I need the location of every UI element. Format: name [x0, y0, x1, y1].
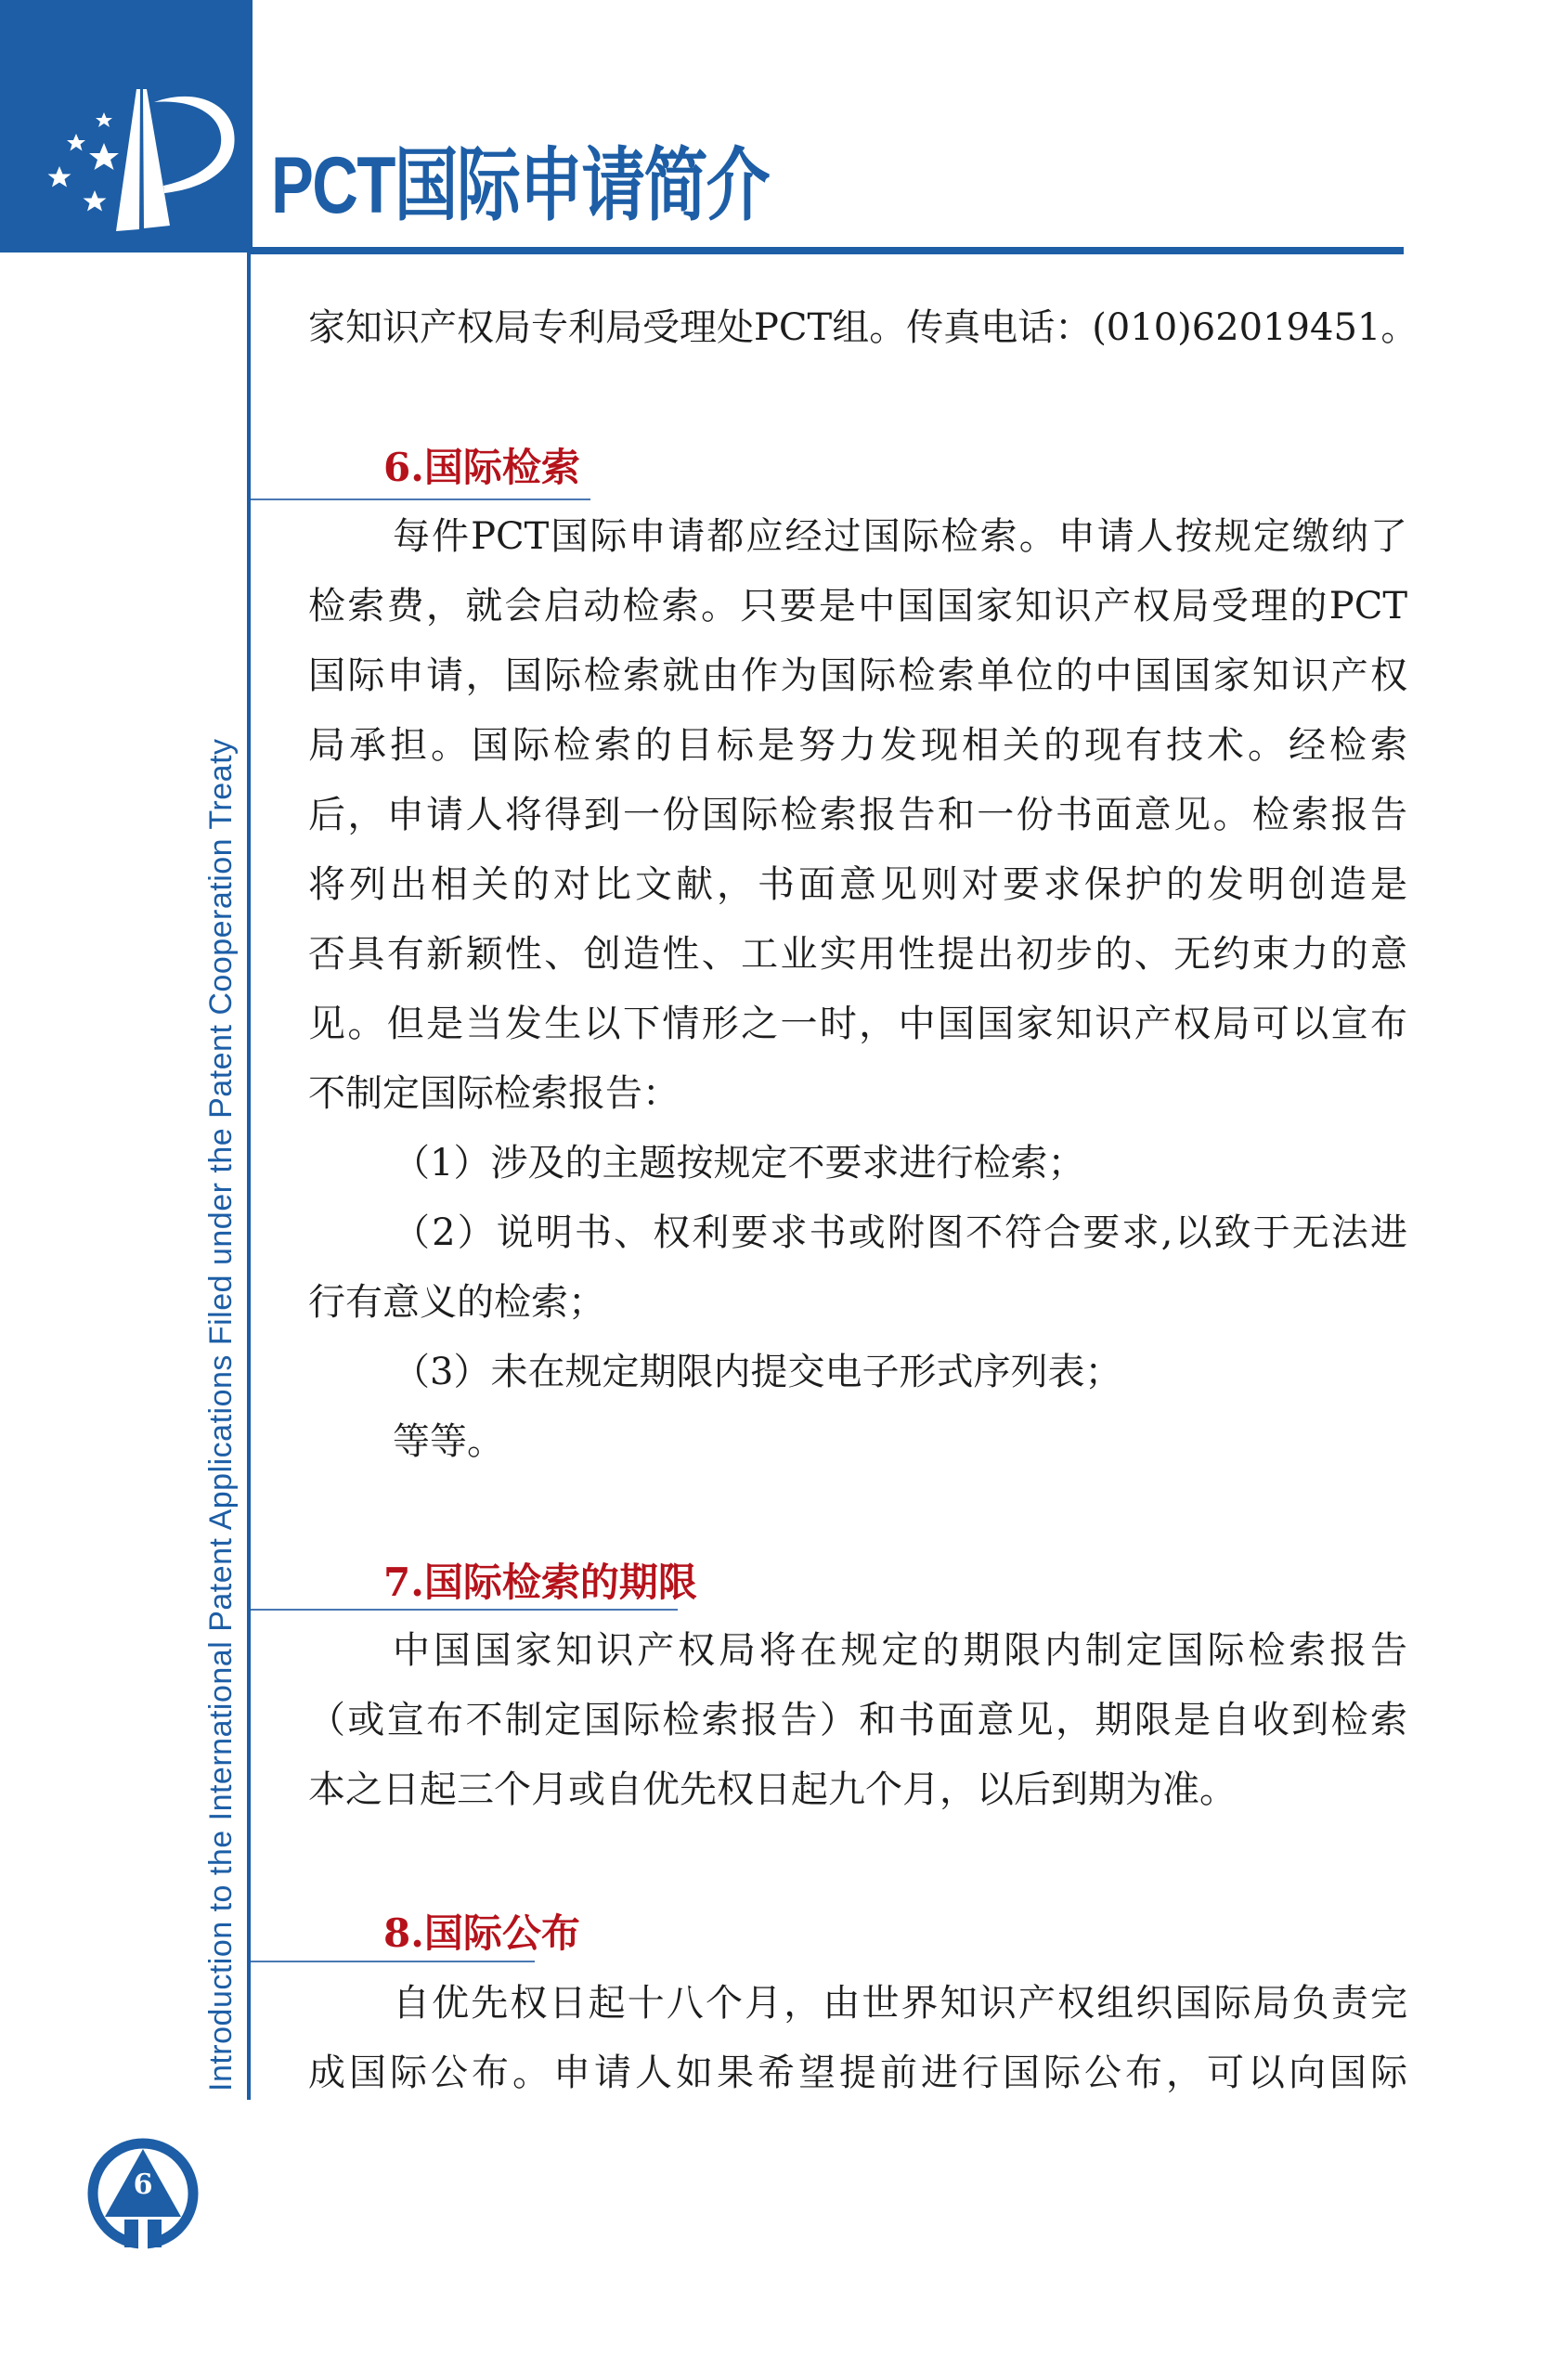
paragraph-line: 见。但是当发生以下情形之一时，中国国家知识产权局可以宣布	[308, 1003, 1407, 1045]
section-heading-rule	[251, 498, 590, 500]
side-rule	[247, 252, 251, 2100]
paragraph-line: 国际申请，国际检索就由作为国际检索单位的中国国家知识产权	[308, 654, 1407, 697]
section-heading-7: 7.国际检索的期限	[383, 1560, 697, 1605]
list-item: （2）说明书、权利要求书或附图不符合要求,以致于无法进	[393, 1211, 1407, 1254]
paragraph-line: 自优先权日起十八个月，由世界知识产权组织国际局负责完	[393, 1982, 1407, 2025]
list-item: （3）未在规定期限内提交电子形式序列表；	[393, 1351, 1122, 1393]
page-number: 6	[133, 2168, 153, 2201]
paragraph-line: 成国际公布。申请人如果希望提前进行国际公布，可以向国际	[308, 2052, 1407, 2094]
continuation-line: 家知识产权局专利局受理处PCT组。传真电话：(010)62019451。	[308, 306, 1419, 349]
paragraph-line: （或宣布不制定国际检索报告）和书面意见，期限是自收到检索	[308, 1699, 1407, 1741]
section-heading-rule	[251, 1961, 535, 1962]
paragraph-line: 等等。	[393, 1420, 504, 1463]
paragraph-line: 本之日起三个月或自优先权日起九个月，以后到期为准。	[308, 1768, 1237, 1811]
paragraph-line: 不制定国际检索报告：	[308, 1072, 680, 1115]
paragraph-line: 中国国家知识产权局将在规定的期限内制定国际检索报告	[393, 1629, 1407, 1672]
paragraph-line: 检索费，就会启动检索。只要是中国国家知识产权局受理的PCT	[308, 585, 1407, 628]
logo-block	[0, 0, 253, 252]
section-heading-rule	[251, 1609, 678, 1611]
paragraph-line: 将列出相关的对比文献，书面意见则对要求保护的发明创造是	[308, 863, 1407, 906]
page-title: PCT国际申请简介	[271, 141, 769, 230]
list-item: （1）涉及的主题按规定不要求进行检索；	[393, 1142, 1085, 1184]
paragraph-line: 否具有新颖性、创造性、工业实用性提出初步的、无约束力的意	[308, 933, 1407, 976]
section-heading-8: 8.国际公布	[383, 1910, 580, 1956]
section-heading-6: 6.国际检索	[383, 445, 580, 490]
paragraph-line: 后，申请人将得到一份国际检索报告和一份书面意见。检索报告	[308, 794, 1407, 836]
header-rule	[249, 247, 1404, 254]
patent-office-logo-icon	[0, 0, 253, 252]
side-banner-text: Introduction to the International Patent Applications Filed under the Patent Cooperation Treaty	[203, 738, 239, 2091]
paragraph-line: 局承担。国际检索的目标是努力发现相关的现有技术。经检索	[308, 724, 1407, 767]
list-item-continuation: 行有意义的检索；	[308, 1281, 605, 1324]
paragraph-line: 每件PCT国际申请都应经过国际检索。申请人按规定缴纳了	[393, 515, 1407, 558]
